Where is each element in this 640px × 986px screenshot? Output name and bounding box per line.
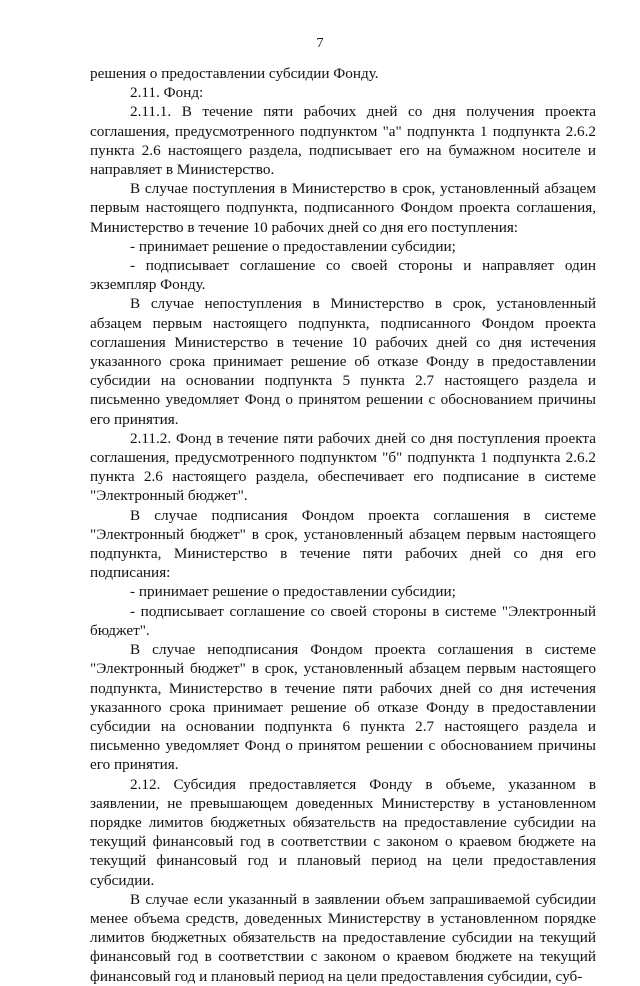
paragraph-continuation: решения о предоставлении субсидии Фонду. xyxy=(90,65,379,82)
paragraph-2-11-1: 2.11.1. В течение пяти рабочих дней со дня получения проекта соглашения, предусмотренного подпунктом "а" подпункта 1 подпункта 2.6.2 пункта 2.6 настоящего раздела, подписывает его на бумажном носителе и направляет в Министерство. xyxy=(90,103,596,179)
section-heading-2-11: 2.11. Фонд: xyxy=(130,84,204,102)
paragraph-non-signing-case: В случае неподписания Фондом проекта соглашения в системе "Электронный бюджет" в срок, установленный абзацем первым настоящего подпункта, Министерство в течение пяти рабочих дней со дня истечения указанного срока принимает решение об отказе Фонду в предоставлении субсидии на основании подпункта 6 пункта 2.7 настоящего раздела и письменно уведомляет Фонд о принятом решении с обоснованием причины его принятия. xyxy=(90,641,596,774)
list-item-sign-electronic: - подписывает соглашение со своей стороны в системе "Электронный бюджет". xyxy=(90,602,596,639)
paragraph-smaller-amount-case: В случае если указанный в заявлении объем запрашиваемой субсидии менее объема средств, доведенных Министерству в установленном порядке лимитов бюджетных обязательств на предоставление субсидии на текущий финансовый год в соответствии с законом о краевом бюджете на текущий финансовый год и плановый период на цели предоставления субсидии, суб- xyxy=(90,890,596,985)
paragraph-receipt-case: В случае поступления в Министерство в срок, установленный абзацем первым настоящего подпункта, подписанного Фондом проекта соглашения, Министерство в течение 10 рабочих дней со дня его поступления: xyxy=(90,180,596,236)
document-body xyxy=(90,64,596,986)
page-number: 7 xyxy=(316,36,324,51)
paragraph-non-receipt-case: В случае непоступления в Министерство в срок, установленный абзацем первым настоящего подпункта, подписанного Фондом проекта соглашения Министерство в течение 10 рабочих дней со дня истечения указанного срока принимает решение об отказе Фонду в предоставлении субсидии на основании подпункта 5 пункта 2.7 настоящего раздела и письменно уведомляет Фонд о принятом решении с обоснованием причины его принятия. xyxy=(90,295,596,428)
list-item-decision-2: - принимает решение о предоставлении субсидии; xyxy=(130,583,456,601)
paragraph-2-11-2: 2.11.2. Фонд в течение пяти рабочих дней со дня поступления проекта соглашения, предусмотренного подпунктом "б" подпункта 1 подпункта 2.6.2 пункта 2.6 настоящего раздела, обеспечивает его подписание в системе "Электронный бюджет". xyxy=(90,429,596,505)
paragraph-2-12: 2.12. Субсидия предоставляется Фонду в объеме, указанном в заявлении, не превышающем доведенных Министерству в установленном порядке лимитов бюджетных обязательств на предоставление субсидии на текущий финансовый год в соответствии с законом о краевом бюджете на текущий финансовый год и плановый период на цели предоставления субсидии. xyxy=(90,775,596,889)
paragraph-signing-case: В случае подписания Фондом проекта соглашения в системе "Электронный бюджет" в срок, установленный абзацем первым настоящего подпункта, Министерство в течение пяти рабочих дней со дня его подписания: xyxy=(90,506,596,582)
list-item-decision: - принимает решение о предоставлении субсидии; xyxy=(130,237,456,255)
list-item-sign-send: - подписывает соглашение со своей стороны и направляет один экземпляр Фонду. xyxy=(90,257,596,294)
